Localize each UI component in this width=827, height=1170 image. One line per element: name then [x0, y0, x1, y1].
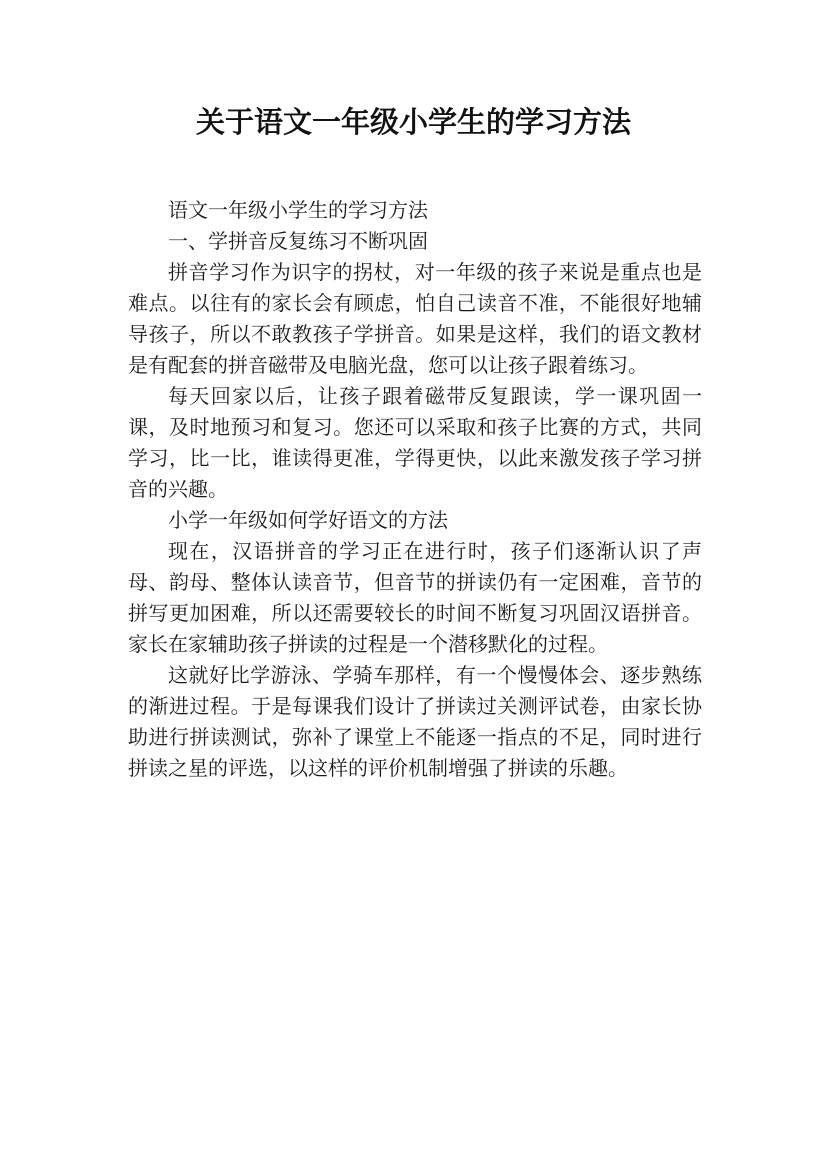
paragraph: 这就好比学游泳、学骑车那样，有一个慢慢体会、逐步熟练的渐进过程。于是每课我们设计了拼读过关测评试卷，由家长协助进行拼读测试，弥补了课堂上不能逐一指点的不足，同时进行拼读之星的评选，以这样的评价机制增强了拼读的乐趣。 [128, 663, 702, 780]
section-heading-methods: 小学一年级如何学好语文的方法 [168, 508, 448, 532]
paragraph: 现在，汉语拼音的学习正在进行时，孩子们逐渐认识了声母、韵母、整体认读音节，但音节的拼读仍有一定困难，音节的拼写更加困难，所以还需要较长的时间不断复习巩固汉语拼音。家长在家辅助孩子拼读的过程是一个潜移默化的过程。 [128, 539, 702, 656]
section-heading-intro: 语文一年级小学生的学习方法 [168, 198, 428, 222]
paragraph: 拼音学习作为识字的拐杖，对一年级的孩子来说是重点也是难点。以往有的家长会有顾虑，怕自己读音不准，不能很好地辅导孩子，所以不敢教孩子学拼音。如果是这样，我们的语文教材是有配套的拼音磁带及电脑光盘，您可以让孩子跟着练习。 [128, 260, 702, 377]
document-title: 关于语文一年级小学生的学习方法 [195, 105, 631, 139]
paragraph: 每天回家以后，让孩子跟着磁带反复跟读，学一课巩固一课，及时地预习和复习。您还可以采取和孩子比赛的方式，共同学习，比一比，谁读得更准，学得更快，以此来激发孩子学习拼音的兴趣。 [128, 384, 702, 501]
section-heading-pinyin: 一、学拼音反复练习不断巩固 [168, 229, 428, 253]
document-body [128, 195, 702, 784]
